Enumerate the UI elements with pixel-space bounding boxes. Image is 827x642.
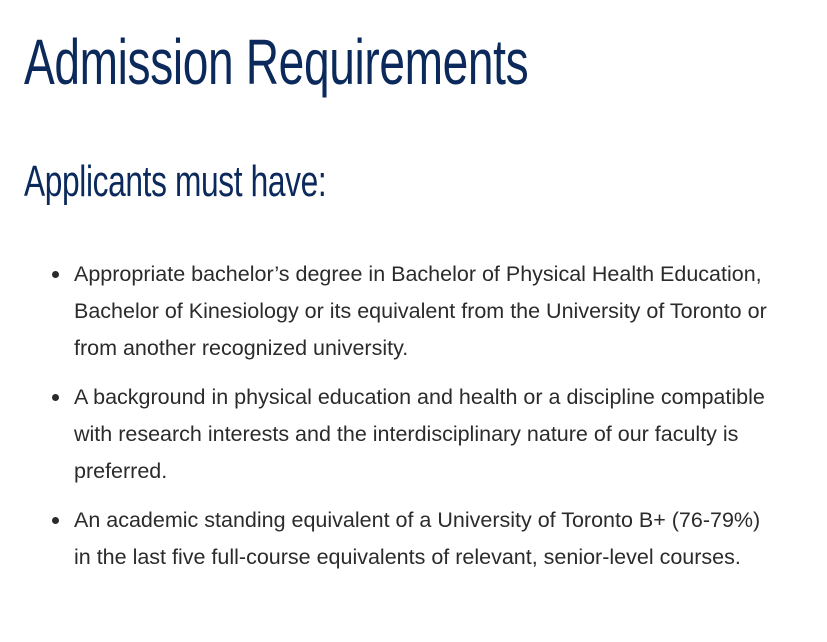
bullet-icon (52, 271, 59, 278)
list-item (50, 502, 770, 576)
bullet-icon (52, 394, 59, 401)
list-item-text: A background in physical education and health or a discipline compatible with research interests and the interdisciplinary nature of our faculty is preferred. (74, 385, 765, 483)
requirements-list (50, 256, 770, 588)
main-content (24, 0, 814, 210)
list-item-text: An academic standing equivalent of a University of Toronto B+ (76-79%) in the last five full-course equivalents of relevant, senior-level courses. (74, 508, 761, 569)
section-heading: Applicants must have: (24, 157, 327, 206)
bullet-icon (52, 517, 59, 524)
list-item-text: Appropriate bachelor’s degree in Bachelor of Physical Health Education, Bachelor of Kinesiology or its equivalent from the University of Toronto or from another recognized university. (74, 262, 767, 360)
list-item (50, 256, 770, 367)
page-title: Admission Requirements (24, 26, 529, 98)
list-item (50, 379, 770, 490)
